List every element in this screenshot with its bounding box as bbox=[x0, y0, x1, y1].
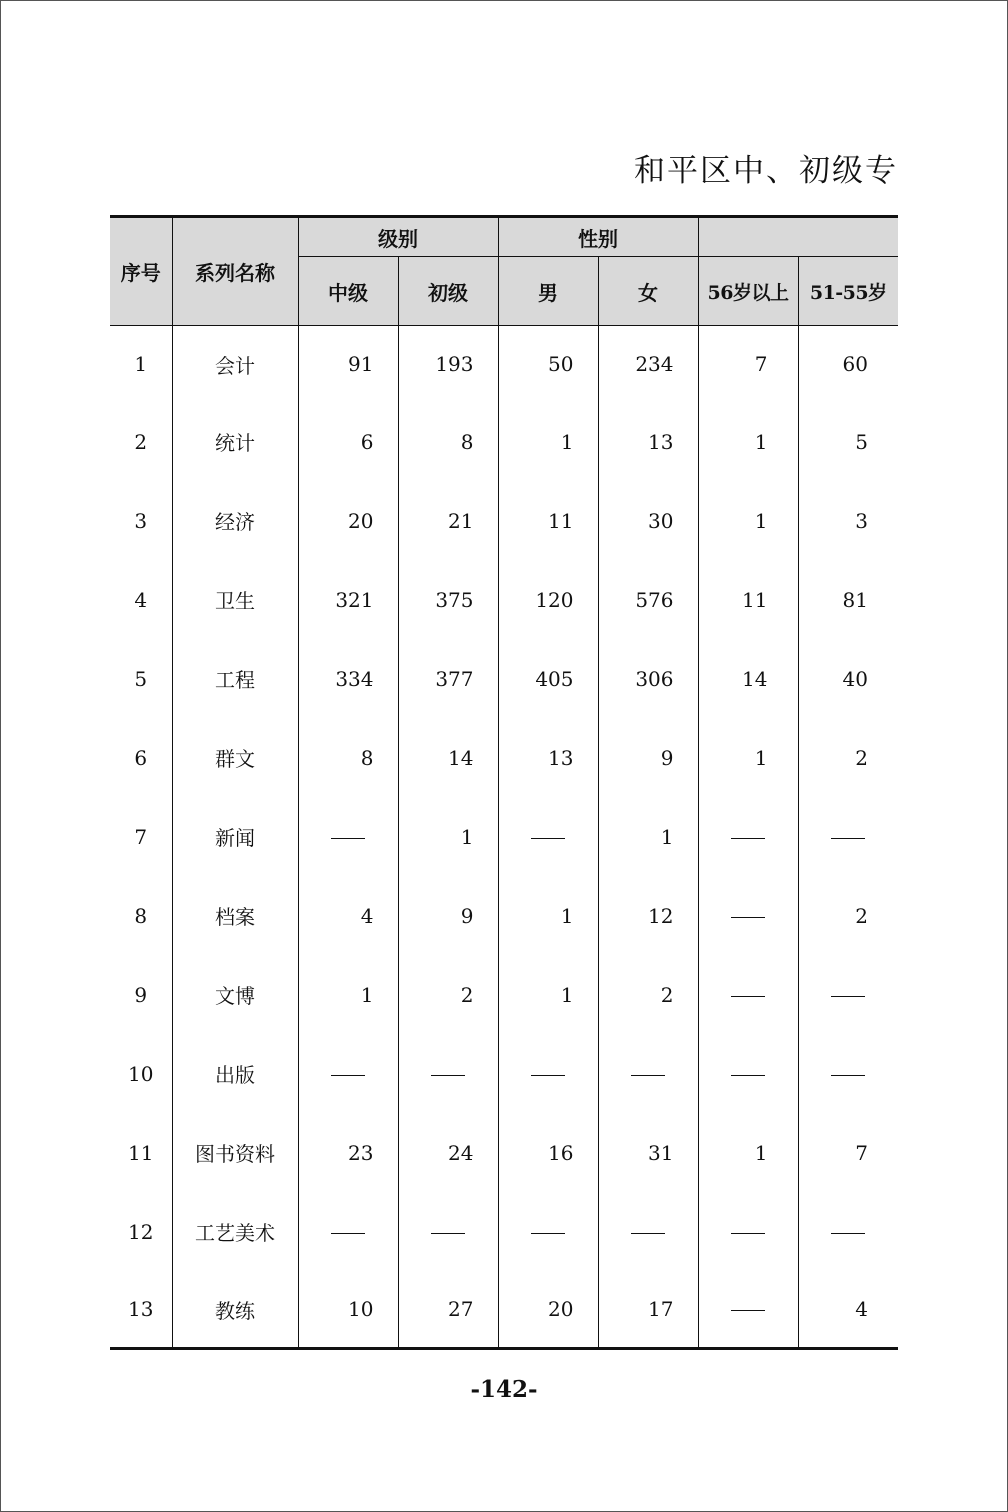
empty-dash bbox=[831, 1233, 865, 1234]
row-series-name: 新闻 bbox=[172, 797, 298, 876]
empty-dash bbox=[831, 838, 865, 839]
cell-mid-count: 6 bbox=[298, 402, 398, 481]
empty-dash bbox=[731, 996, 765, 997]
header-series-name: 系列名称 bbox=[172, 217, 298, 326]
cell-male-count: 11 bbox=[498, 481, 598, 560]
row-seq: 4 bbox=[134, 587, 148, 612]
cell-mid-count bbox=[298, 1192, 398, 1271]
cell-junior-count: 377 bbox=[398, 639, 498, 718]
empty-dash bbox=[831, 996, 865, 997]
cell-age-56-plus-count bbox=[698, 797, 798, 876]
empty-dash bbox=[731, 1075, 765, 1076]
cell-age-51-55-count: 81 bbox=[798, 560, 898, 639]
row-series-name: 出版 bbox=[172, 1034, 298, 1113]
header-female: 女 bbox=[598, 257, 698, 326]
cell-female-count: 13 bbox=[598, 402, 698, 481]
cell-mid-count: 4 bbox=[298, 876, 398, 955]
cell-junior-count: 27 bbox=[398, 1271, 498, 1349]
cell-female-count: 12 bbox=[598, 876, 698, 955]
cell-age-56-plus-count: 7 bbox=[698, 326, 798, 403]
header-mid: 中级 bbox=[298, 257, 398, 326]
empty-dash bbox=[531, 1075, 565, 1076]
cell-mid-count: 334 bbox=[298, 639, 398, 718]
cell-age-56-plus-count bbox=[698, 1192, 798, 1271]
empty-dash bbox=[731, 1310, 765, 1311]
cell-age-56-plus-count: 1 bbox=[698, 481, 798, 560]
header-level-group: 级别 bbox=[298, 217, 498, 257]
row-series-name: 文博 bbox=[172, 955, 298, 1034]
cell-female-count: 576 bbox=[598, 560, 698, 639]
cell-age-56-plus-count bbox=[698, 876, 798, 955]
cell-female-count: 31 bbox=[598, 1113, 698, 1192]
cell-age-51-55-count: 2 bbox=[798, 876, 898, 955]
cell-junior-count: 1 bbox=[398, 797, 498, 876]
cell-age-56-plus-count bbox=[698, 955, 798, 1034]
empty-dash bbox=[331, 1075, 365, 1076]
row-series-name: 教练 bbox=[172, 1271, 298, 1349]
cell-junior-count: 9 bbox=[398, 876, 498, 955]
row-seq: 6 bbox=[134, 745, 148, 770]
row-seq: 5 bbox=[134, 666, 148, 691]
row-seq: 13 bbox=[110, 1271, 172, 1349]
cell-mid-count: 321 bbox=[298, 560, 398, 639]
cell-mid-count: 20 bbox=[298, 481, 398, 560]
cell-male-count: 1 bbox=[498, 402, 598, 481]
cell-junior-count: 375 bbox=[398, 560, 498, 639]
header-age-group bbox=[698, 217, 898, 257]
row-series-name: 工程 bbox=[172, 639, 298, 718]
empty-dash bbox=[531, 838, 565, 839]
table-row bbox=[110, 1192, 898, 1271]
table-row bbox=[110, 560, 898, 639]
row-seq: 12 bbox=[128, 1219, 154, 1244]
cell-age-51-55-count: 2 bbox=[798, 718, 898, 797]
cell-age-51-55-count bbox=[798, 1034, 898, 1113]
cell-male-count bbox=[498, 797, 598, 876]
cell-mid-count: 10 bbox=[298, 1271, 398, 1349]
table-row bbox=[110, 718, 898, 797]
row-seq: 10 bbox=[128, 1061, 154, 1086]
cell-age-51-55-count bbox=[798, 797, 898, 876]
page-number: -142- bbox=[470, 1376, 538, 1403]
cell-junior-count: 2 bbox=[398, 955, 498, 1034]
table-row bbox=[110, 1113, 898, 1192]
cell-female-count: 17 bbox=[598, 1271, 698, 1349]
page-title: 和平区中、初级专 bbox=[634, 153, 898, 189]
cell-age-51-55-count bbox=[798, 1192, 898, 1271]
cell-age-51-55-count: 3 bbox=[798, 481, 898, 560]
cell-male-count: 50 bbox=[498, 326, 598, 403]
row-seq: 1 bbox=[134, 352, 148, 376]
cell-age-51-55-count bbox=[798, 955, 898, 1034]
empty-dash bbox=[531, 1233, 565, 1234]
cell-female-count bbox=[598, 1034, 698, 1113]
table-row bbox=[110, 1271, 898, 1349]
cell-female-count: 30 bbox=[598, 481, 698, 560]
row-series-name: 会计 bbox=[172, 326, 298, 403]
table-row bbox=[110, 876, 898, 955]
header-seq: 序号 bbox=[110, 217, 172, 326]
cell-male-count: 1 bbox=[498, 876, 598, 955]
cell-male-count bbox=[498, 1192, 598, 1271]
cell-age-51-55-count: 4 bbox=[798, 1271, 898, 1349]
cell-male-count: 20 bbox=[498, 1271, 598, 1349]
cell-mid-count: 91 bbox=[298, 326, 398, 403]
empty-dash bbox=[731, 917, 765, 918]
cell-female-count: 9 bbox=[598, 718, 698, 797]
empty-dash bbox=[831, 1075, 865, 1076]
table-row bbox=[110, 481, 898, 560]
cell-female-count: 1 bbox=[598, 797, 698, 876]
row-seq: 11 bbox=[128, 1140, 154, 1165]
row-series-name: 卫生 bbox=[172, 560, 298, 639]
row-series-name: 档案 bbox=[172, 876, 298, 955]
header-gender-group: 性别 bbox=[498, 217, 698, 257]
cell-female-count: 306 bbox=[598, 639, 698, 718]
empty-dash bbox=[431, 1075, 465, 1076]
empty-dash bbox=[731, 1233, 765, 1234]
table-row bbox=[110, 955, 898, 1034]
cell-age-51-55-count: 40 bbox=[798, 639, 898, 718]
cell-female-count bbox=[598, 1192, 698, 1271]
cell-junior-count bbox=[398, 1192, 498, 1271]
cell-age-56-plus-count: 14 bbox=[698, 639, 798, 718]
table-body bbox=[110, 326, 898, 1349]
statistics-table bbox=[110, 215, 898, 1350]
cell-age-56-plus-count bbox=[698, 1034, 798, 1113]
table-row bbox=[110, 402, 898, 481]
cell-male-count: 13 bbox=[498, 718, 598, 797]
cell-age-56-plus-count: 1 bbox=[698, 1113, 798, 1192]
empty-dash bbox=[431, 1233, 465, 1234]
header-male: 男 bbox=[498, 257, 598, 326]
row-seq: 7 bbox=[134, 824, 148, 849]
header-row-1 bbox=[110, 217, 898, 257]
row-series-name: 经济 bbox=[172, 481, 298, 560]
row-seq: 3 bbox=[134, 508, 148, 533]
cell-mid-count: 1 bbox=[298, 955, 398, 1034]
cell-male-count: 1 bbox=[498, 955, 598, 1034]
cell-junior-count: 193 bbox=[398, 326, 498, 403]
empty-dash bbox=[331, 838, 365, 839]
cell-mid-count: 8 bbox=[298, 718, 398, 797]
table-row bbox=[110, 797, 898, 876]
row-seq: 9 bbox=[134, 982, 148, 1007]
cell-age-51-55-count: 7 bbox=[798, 1113, 898, 1192]
cell-age-56-plus-count: 11 bbox=[698, 560, 798, 639]
table-row bbox=[110, 639, 898, 718]
cell-age-56-plus-count: 1 bbox=[698, 402, 798, 481]
empty-dash bbox=[631, 1233, 665, 1234]
table-row bbox=[110, 326, 898, 403]
table-row bbox=[110, 1034, 898, 1113]
row-series-name: 工艺美术 bbox=[172, 1192, 298, 1271]
cell-age-56-plus-count bbox=[698, 1271, 798, 1349]
empty-dash bbox=[331, 1233, 365, 1234]
header-junior: 初级 bbox=[398, 257, 498, 326]
cell-junior-count: 24 bbox=[398, 1113, 498, 1192]
empty-dash bbox=[631, 1075, 665, 1076]
cell-junior-count bbox=[398, 1034, 498, 1113]
row-series-name: 群文 bbox=[172, 718, 298, 797]
cell-female-count: 234 bbox=[598, 326, 698, 403]
cell-female-count: 2 bbox=[598, 955, 698, 1034]
row-seq: 8 bbox=[134, 903, 148, 928]
header-age-56-plus: 56岁以上 bbox=[698, 257, 798, 326]
cell-male-count: 16 bbox=[498, 1113, 598, 1192]
row-series-name: 图书资料 bbox=[172, 1113, 298, 1192]
cell-age-51-55-count: 5 bbox=[798, 402, 898, 481]
row-seq: 2 bbox=[134, 429, 148, 454]
cell-male-count: 120 bbox=[498, 560, 598, 639]
cell-mid-count: 23 bbox=[298, 1113, 398, 1192]
cell-junior-count: 21 bbox=[398, 481, 498, 560]
empty-dash bbox=[731, 838, 765, 839]
row-series-name: 统计 bbox=[172, 402, 298, 481]
cell-junior-count: 14 bbox=[398, 718, 498, 797]
cell-mid-count bbox=[298, 1034, 398, 1113]
cell-junior-count: 8 bbox=[398, 402, 498, 481]
header-age-51-55: 51-55岁 bbox=[798, 257, 898, 326]
cell-mid-count bbox=[298, 797, 398, 876]
cell-age-56-plus-count: 1 bbox=[698, 718, 798, 797]
cell-male-count bbox=[498, 1034, 598, 1113]
cell-male-count: 405 bbox=[498, 639, 598, 718]
cell-age-51-55-count: 60 bbox=[798, 326, 898, 403]
